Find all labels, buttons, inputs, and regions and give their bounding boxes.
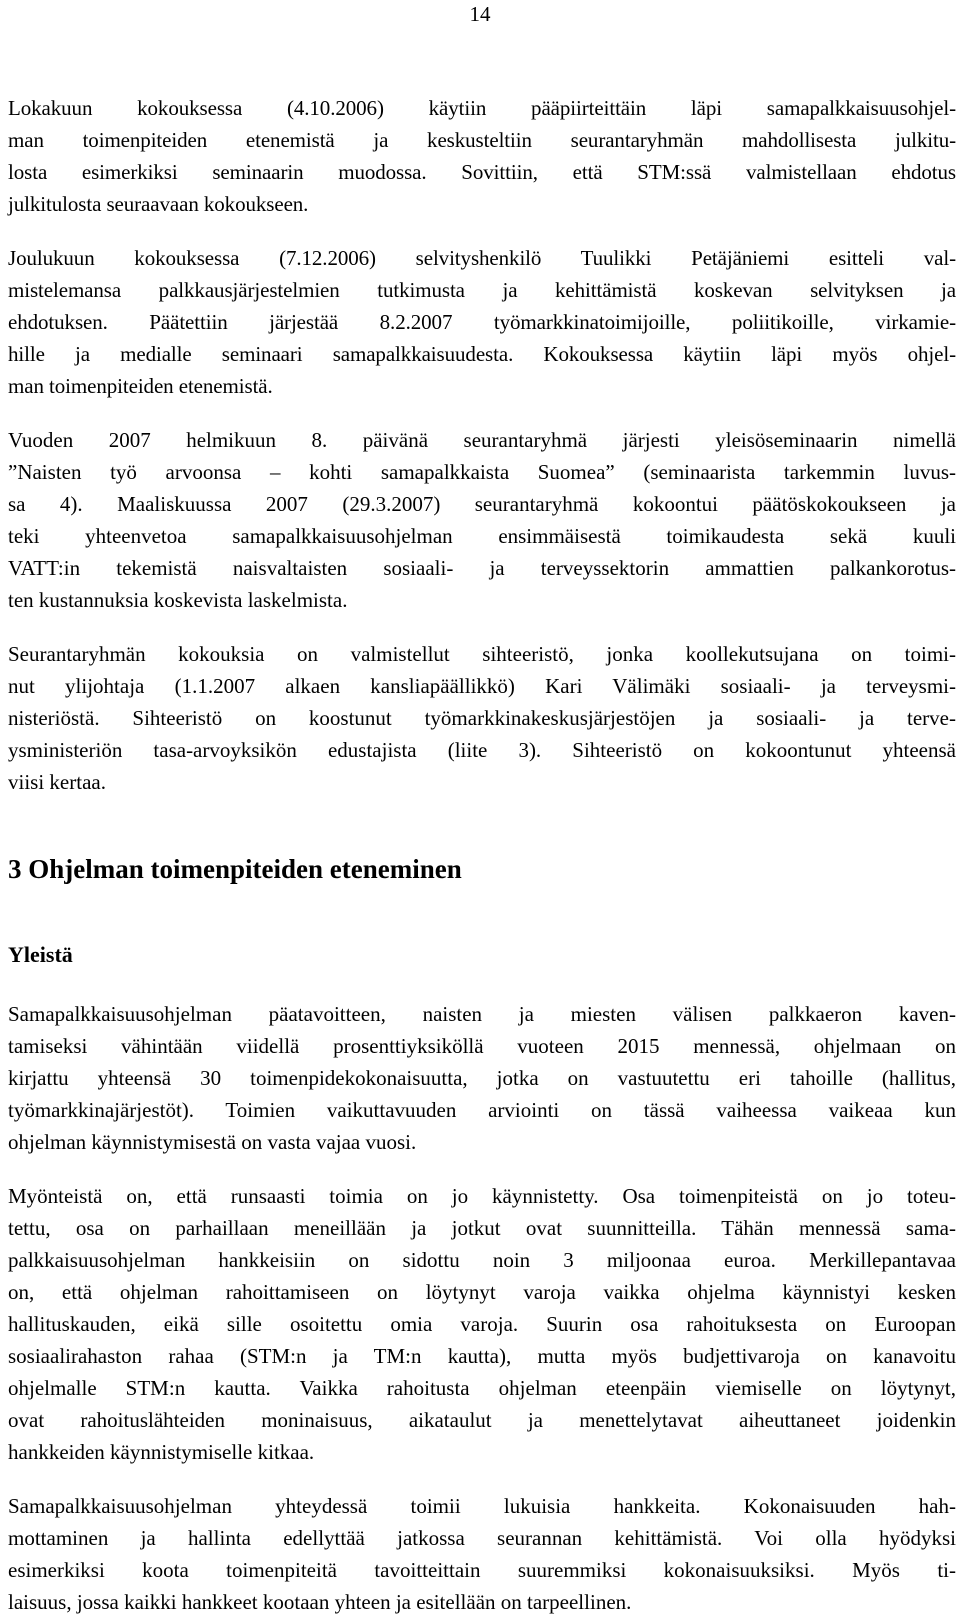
text-line: man toimenpiteiden etenemistä. <box>8 374 273 398</box>
paragraph-october-meeting <box>8 92 956 220</box>
text-line: Lokakuun kokouksessa (4.10.2006) käytiin pääpiirteittäin läpi samapalkkaisuusohjel- <box>8 96 956 120</box>
text-line: hille ja medialle seminaari samapalkkaisuudesta. Kokouksessa käytiin läpi myös ohjel- <box>8 342 956 366</box>
text-line: mottaminen ja hallinta edellyttää jatkossa seurannan kehittämistä. Voi olla hyödyksi <box>8 1526 956 1550</box>
text-line: ”Naisten työ arvoonsa – kohti samapalkkaista Suomea” (seminaarista tarkemmin luvus- <box>8 460 956 484</box>
text-line: viisi kertaa. <box>8 770 106 794</box>
paragraph-funding <box>8 1180 956 1468</box>
text-line: Samapalkkaisuusohjelman yhteydessä toimii lukuisia hankkeita. Kokonaisuuden hah- <box>8 1494 956 1518</box>
page-number: 14 <box>469 2 491 26</box>
text-line: laisuus, jossa kaikki hankkeet kootaan yhteen ja esitellään on tarpeellinen. <box>8 1590 632 1614</box>
text-line: hankkeiden käynnistymiselle kitkaa. <box>8 1440 315 1464</box>
text-line: kirjattu yhteensä 30 toimenpidekokonaisuutta, jotka on vastuutettu eri tahoille (hallitus, <box>8 1066 956 1090</box>
page-content <box>8 92 956 1618</box>
text-line: sosiaalirahaston rahaa (STM:n ja TM:n kautta), mutta myös budjettivaroja on kanavoitu <box>8 1344 956 1368</box>
subsection-title: Yleistä <box>8 942 73 967</box>
text-line: teki yhteenvetoa samapalkkaisuusohjelman ensimmäisestä toimikaudesta sekä kuuli <box>8 524 956 548</box>
text-line: nut ylijohtaja (1.1.2007 alkaen kansliapäällikkö) Kari Välimäki sosiaali- ja terveysmi- <box>8 674 956 698</box>
text-line: tettu, osa on parhaillaan meneillään ja jotkut ovat suunnitteilla. Tähän mennessä sama- <box>8 1216 956 1240</box>
paragraph-projects <box>8 1490 956 1618</box>
text-line: ehdotuksen. Päätettiin järjestää 8.2.2007 työmarkkinatoimijoille, poliitikoille, virkamie- <box>8 310 956 334</box>
text-line: työmarkkinajärjestöt). Toimien vaikuttavuuden arviointi on tässä vaiheessa vaikeaa kun <box>8 1098 956 1122</box>
text-line: ohjelmalle STM:n kautta. Vaikka rahoitusta ohjelman eteenpäin viemiselle on löytynyt, <box>8 1376 956 1400</box>
text-line: ohjelman käynnistymisestä on vasta vajaa vuosi. <box>8 1130 417 1154</box>
text-line: esimerkiksi koota toimenpiteitä tavoitteittain suuremmiksi kokonaisuuksiksi. Myös ti- <box>8 1558 956 1582</box>
text-line: Seurantaryhmän kokouksia on valmistellut sihteeristö, jonka koollekutsujana on toimi- <box>8 642 956 666</box>
text-line: Samapalkkaisuusohjelman päatavoitteen, naisten ja miesten välisen palkkaeron kaven- <box>8 1002 956 1026</box>
paragraph-secretariat <box>8 638 956 798</box>
text-line: sa 4). Maaliskuussa 2007 (29.3.2007) seurantaryhmä kokoontui päätöskokoukseen ja <box>8 492 956 516</box>
text-line: man toimenpiteiden etenemistä ja keskusteltiin seurantaryhmän mahdollisesta julkitu- <box>8 128 956 152</box>
text-line: Joulukuun kokouksessa (7.12.2006) selvityshenkilö Tuulikki Petäjäniemi esitteli val- <box>8 246 956 270</box>
text-line: ysministeriön tasa-arvoyksikön edustajista (liite 3). Sihteeristö on kokoontunut yhteensä <box>8 738 956 762</box>
paragraph-2007-seminar <box>8 424 956 616</box>
text-line: mistelemansa palkkausjärjestelmien tutkimusta ja kehittämistä koskevan selvityksen ja <box>8 278 956 302</box>
paragraph-main-goal <box>8 998 956 1158</box>
text-line: ten kustannuksia koskevista laskelmista. <box>8 588 348 612</box>
text-line: palkkaisuusohjelman hankkeisiin on sidottu noin 3 miljoonaa euroa. Merkillepantavaa <box>8 1248 956 1272</box>
section-title: 3 Ohjelman toimenpiteiden eteneminen <box>8 854 462 884</box>
text-line: on, että ohjelman rahoittamiseen on löytynyt varoja vaikka ohjelma käynnistyi kesken <box>8 1280 956 1304</box>
text-line: Vuoden 2007 helmikuun 8. päivänä seurantaryhmä järjesti yleisöseminaarin nimellä <box>8 428 956 452</box>
text-line: hallituskauden, eikä sille osoitettu omia varoja. Suurin osa rahoituksesta on Euroopan <box>8 1312 956 1336</box>
paragraph-december-meeting <box>8 242 956 402</box>
text-line: ovat rahoituslähteiden moninaisuus, aikataulut ja menettelytavat aiheuttaneet joidenkin <box>8 1408 956 1432</box>
text-line: julkitulosta seuraavaan kokoukseen. <box>8 192 309 216</box>
text-line: Myönteistä on, että runsaasti toimia on jo käynnistetty. Osa toimenpiteistä on jo toteu- <box>8 1184 956 1208</box>
text-line: nisteriöstä. Sihteeristö on koostunut työmarkkinakeskusjärjestöjen ja sosiaali- ja terve- <box>8 706 956 730</box>
text-line: losta esimerkiksi seminaarin muodossa. Sovittiin, että STM:ssä valmistellaan ehdotus <box>8 160 956 184</box>
text-line: VATT:in tekemistä naisvaltaisten sosiaali- ja terveyssektorin ammattien palkankorotus- <box>8 556 956 580</box>
text-line: tamiseksi vähintään viidellä prosenttiyksiköllä vuoteen 2015 mennessä, ohjelmaan on <box>8 1034 956 1058</box>
